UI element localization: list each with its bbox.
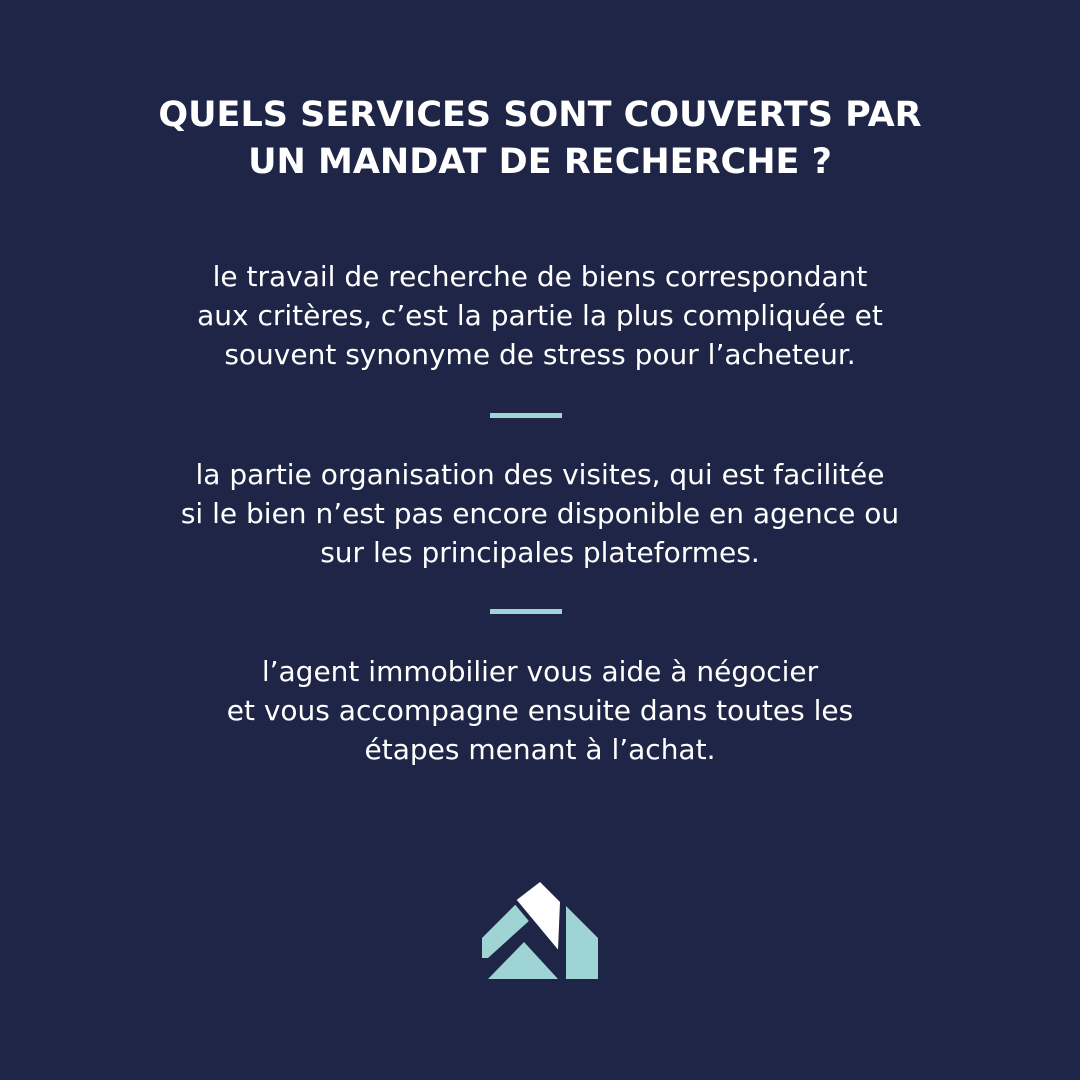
title-line-1: QUELS SERVICES SONT COUVERTS PAR [158,95,922,135]
paragraph-line: étapes menant à l’achat. [364,733,716,766]
paragraph-line: le travail de recherche de biens correspondant [212,260,868,293]
paragraph-line: la partie organisation des visites, qui est facilitée [195,458,885,491]
paragraph-line: sur les principales plateformes. [320,536,760,569]
section-divider [490,413,562,418]
paragraph-line: aux critères, c’est la partie la plus compliquée et [197,299,883,332]
service-paragraph-visits [0,455,1080,572]
paragraph-line: si le bien n’est pas encore disponible en agence ou [180,497,900,530]
paragraph-line: et vous accompagne ensuite dans toutes les [226,694,854,727]
paragraph-line: l’agent immobilier vous aide à négocier [261,655,819,688]
service-paragraph-negotiation [0,652,1080,769]
page-title [0,92,1080,186]
section-divider [490,609,562,614]
title-line-2: UN MANDAT DE RECHERCHE ? [248,142,832,182]
service-paragraph-search [0,257,1080,374]
paragraph-line: souvent synonyme de stress pour l’acheteur. [224,338,856,371]
house-logo-icon [480,880,600,982]
